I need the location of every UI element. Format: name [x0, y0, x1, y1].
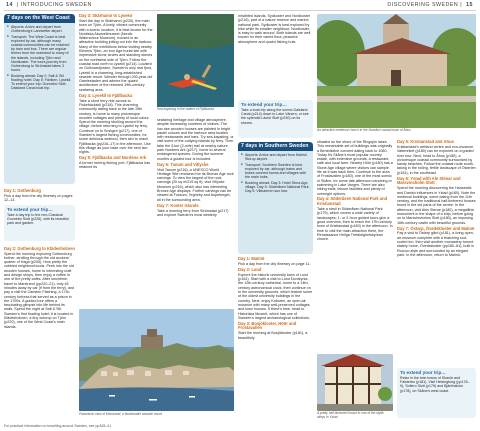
day5-text: A former herring fishing port, Fjällbacka has retained its [79, 161, 151, 170]
south-day4-heading: Day 4: Söderåsen National Park and Kristianstad [317, 196, 388, 207]
header-rule [4, 10, 476, 11]
day2-text: Spend the morning exploring Gothenburg further, strolling through the old workers' quarter of Haga (p205). How pretty the cobbled neighbourhoods. Peek into the old wooden houses, home to interesting craft and design shops, then enjoy a coffee in one of the pretty cafés. After lunchtime, travel to Marstrand (pp220–21), only 45 minutes away by car (if from the ferry), and pay a visit the Carlsten Fästning, a 17th-century fortress that served as a prison in the 1700s. A guided tour offers a fascinating glimpse into life behind its walls. Spend the night at Salt & Sill, Sweden's first floating hotel; it is located in Klädesholmen, a tiny outcrop on Tjörn (p220), one of the West Coast's main islands. [4, 251, 75, 329]
south-day6-heading: Day 6: Ystad with Ale Stenar and Marsvinsholm Slott [397, 175, 461, 186]
south-day7-text: Pay a visit to Östarp gård (p181), a living open-air museum complete with a thatching sod-roofed inn, then visit another monastery turned stately home, Övedskloster (pp180–81), built in Rococo style and surrounded by an elegant park. In the afternoon, return to Malmö. [397, 231, 475, 257]
church-photo [317, 14, 476, 128]
day4-text: Take a short ferry ride across to Fiskebäckskil (p218). This charming community dating back to the late 19th century, is home to many picturesque wooden cottages and plenty of local colour. Spend the morning strolling around the village, before returning to Lysekil by ferry. Continue on to Smögen (p217), one of Sweden's largest fishing communities, for some delicious seafood, then aim to reach Fjällbacka (pp216–17) in the afternoon. Use this village as your base over the next two nights. [79, 98, 151, 155]
westcoast-airports: ■ Airports: Arrive and depart from Gothenburg's Landvetter airport. [11, 25, 72, 33]
col1-extend-text: Take a day trip to the neo-Classical Gunnebo Slott (p226), with its beautiful park and garden. [7, 213, 69, 226]
page-footer: For practical information on travelling around Sweden, see pp328–41 [4, 424, 112, 428]
column-4-lower [238, 257, 313, 419]
southern-booking: ■ Booking ahead: Day 3: Hotel Stora Ago village. Day 5: Söderåsen National Park. Day 5: Vikhamren sun tour. [245, 181, 310, 194]
south-day1-text: Pick a day from the city itinerary on page 11. [238, 261, 311, 266]
col1-extend-box [4, 205, 75, 241]
ystad-house-image [317, 354, 393, 411]
south-day1-heading: Day 1: Malmö [238, 257, 265, 261]
south-day3-heading: Day 3: Bosjökloster, Höör and Frostavallen [238, 320, 297, 331]
south-day2-text: Explore the historic university town of Lund (p181). Start with a visit to Lund Domkyrka, the 12th-century cathedral, home to a 14th-century astronomical clock, then continue on to the university grounds, which feature some of the oldest university buildings in the country. Next, enjoy Kulturen, an open-air museum with many well-preserved cottages and town houses. If there's time, head to Historiska Museet, which has one of Sweden's largest archaeological collections. [238, 272, 313, 320]
column-4 [238, 14, 313, 100]
left-section-title: INTRODUCING SWEDEN [20, 2, 92, 8]
col6-extend-box [397, 368, 476, 418]
westcoast-info-box [4, 14, 75, 184]
day7-koster-heading: Day 7: Koster Islands [157, 202, 199, 208]
ystad-house-caption: A pretty half-timbered house in one of the idyllic alleys in Ystad [317, 411, 385, 419]
left-separator: | [16, 2, 19, 8]
south-day6-text: Spend the morning discovering the Hanseatic and Danish influences in Ystad (p180). Note the medieval buildings, some dating from the 11th century, and the traditional half-timbered houses found in the old parts of the centre. In the afternoon, visit Ales Stenar (p180), a megalithic monument in the shape of a ship, before going on to Marsvinsholms Slott (p180), an imposing 16th-century castle with beautiful grounds. [397, 186, 476, 225]
church-image [317, 14, 476, 128]
col4-extend-box [238, 100, 313, 138]
col4-extend-heading: To extend your trip… [241, 102, 287, 107]
day6-tanum-heading: Day 6: Tanum and Vitlycke [157, 161, 209, 167]
column-3 [157, 118, 234, 306]
sea-kayaking-image [157, 14, 234, 107]
southern-info-box [238, 142, 313, 254]
south-day5-text: Kristianstad's wetland centre and eco-museum Vattenriket (p180) can be explored on a guided river tour. Next, head to Åhus (p180), a picturesque coastal community surrounded by sandy beaches. Follow the coastal route south, taking in the rolling, fertile landscape of Österlen (p181), in the southeast. [397, 144, 476, 175]
col5-bosjokloster-text: situated on the shore of the Ringsjön lakes. This remarkable set of buildings was originally a Benedictine convent dating back to 1080. Today it's Skåne's most popular country estate, with extensive grounds, a restaurant, café and local farm. Nearby Höör (p180) has a Stone Age village where visitors can sample life as it was back then. Continue to the area of Frostavallen (p180), one of the most scenic in Skåne, for some late-afternoon canoeing or swimming in Lake Vargen. There are also hiking trails, leisure facilities and plenty of overnight options. [317, 140, 393, 196]
south-day2-heading: Day 2: Lund [238, 266, 262, 272]
marstrand-panorama-photo [79, 309, 234, 411]
column-5 [317, 140, 393, 352]
westcoast-box-title: 7 days on the West Coast [4, 14, 75, 23]
marstrand-panorama-image [79, 309, 234, 411]
church-photo-caption: An attractive medieval church in the Swedish coastal town of Åhus [317, 128, 411, 132]
right-separator: | [460, 2, 463, 8]
day2-heading: Day 2: Gothenburg to Klädesholmen [4, 245, 75, 251]
day5-heading: Day 5: Fjällbacka and Nordens Ark [79, 155, 147, 161]
day7-koster-text: Take a morning ferry from Strömstad (p217) and explore Sweden's most westerly [157, 208, 229, 217]
westcoast-booking: ■ Booking ahead: Day 2: Salt & Sill floating hotel. Day 5: Fäviken, Lysekil. To extend your trip: Gunnebo Slott, Dalsland Canal boat trip. [11, 74, 72, 91]
southern-transport: ■ Transport: Southern Sweden is best explored by car, although trains and buses connect towns and villages with the main hubs. [245, 163, 310, 180]
day4-heading: Day 4: Lysekil to Fjällbacka [79, 92, 133, 98]
marstrand-photo-caption: Panoramic view of Marstrand, a fashionable seaside resort [79, 412, 162, 416]
sea-kayaking-caption: Sea kayaking in the waters of Fjällbacka [157, 107, 214, 111]
column-1-lower [4, 245, 75, 420]
col4-koster-text: inhabited islands, Sydkoster and Nordkoster (p216), part of a nature reserve and marine national park. Sydkoster is best explored by bike while its smaller neighbour, Nordkoster, is easy to walk around. Both islands are well known for their varied flora, peaceful atmosphere and quaint fishing huts. [238, 14, 311, 44]
col6-extend-heading: To extend your trip… [400, 370, 446, 375]
sea-kayaking-photo [157, 14, 234, 107]
right-section-title: DISCOVERING SWEDEN [387, 2, 459, 8]
col4-extend-text: Take a boat trip along the scenic Dalsland Canal (p214) down to Lake Vänern, or see the splendid Läckö Slott (p230) on its shores. [241, 108, 309, 125]
column-6 [397, 140, 476, 366]
col1-extend-heading: To extend your trip… [7, 207, 53, 212]
left-page-number: 14 [6, 2, 13, 8]
south-day5-heading: Day 5: Kristianstad and Åhus [397, 140, 454, 144]
day1-heading: Day 1: Gothenburg [4, 187, 41, 193]
day3-text: Start the day in Skärhamn (p220), the main town on Tjörn. A lively, vibrant community with a scenic location, it is best known for the Nordiska Akvarellmuseet (Nordic Watercolour Museum), housed in an attractive building jutting out into the harbour. Many of the exhibitions below visiting nearby Klövens Tjörn, an Iron Age burial site with impressive stone circles and standing stones on the northwest side of Tjörn. Follow the coastal road north to Lysekil (p214). Located on Gullmarsfjorden, Sweden's only real fjord, Lysekil is a charming, long-established seaside resort. Wander through 200-year-old Gamlestaden and admire the quaint architecture of the restored 19th-century seafaring area. [79, 18, 153, 92]
southern-box-list [241, 153, 310, 194]
south-day4-text: Take a stroll in Söderåsen National Park (p179), which covers a wide variety of landscapes; 1- or 2-hour guided tours give a good overview, then to reach the 17th-century town of Kristianstad (p180) in the afternoon. In time to visit the main attraction there, the Renaissance Heliga Trefaldighetskyrkan church. [317, 207, 393, 242]
right-running-header [387, 0, 475, 10]
left-running-header [4, 0, 92, 10]
ystad-house-photo [317, 354, 393, 411]
day6-tanum-text: Visit Tanum (p216), a UNESCO World Heritage Site renowned for its Bronze Age rock carvings. To view the largest of the rock carvings (20 sq m/215 sq ft), visit Vitlycke Museum (p216), which also has interesting Bronze Age displays. Further carvings can be viewed at Fossum, Tegneby and Aspeberget, all in the surrounding area. [157, 167, 234, 202]
southern-box-title: 7 days in Southern Sweden [238, 142, 313, 151]
westcoast-transport: ■ Transport: The West Coast is best explored by car, although many coastal communities can be reached by train and bus. There are regular ferries from the mainland to many of the islands, including Tjörn and Nordkoster. The tours journey from Gothenburg to Strömstad takes 3 hours. [11, 35, 72, 73]
day3-heading: Day 3: Skärhamn to Lysekil [79, 14, 133, 18]
southern-airports: ■ Airports: Arrive and depart from Malmö Sturup airport. [245, 153, 310, 161]
south-day7-heading: Day 7: Östarp, Övedskloster and Malmö [397, 225, 475, 231]
westcoast-box-list [7, 25, 72, 91]
col6-extend-text: Relax in the twin towns of Skanör and Falsterbo (p181). Visit Helsingborg (pp178–9), Sofiero Slott (p179) and Bjärehalvön (p178), on Skåne's west coast. [400, 376, 470, 393]
right-page-number: 15 [466, 2, 473, 8]
col3-continued-text: seafaring heritage and village atmosphere, despite increasing numbers of visitors. The low-rise wooden houses are painted in bright pastel colours and the harbour area bustles with restaurants and bars. Try sea-kayaking, or visit some of the outlying islands by ferry. Then take the 3-km (2-mile) trail at nearby nature park Nordens Ark (p217), home to several endangered species. During the summer months a guided tour is included. [157, 118, 234, 161]
south-day3-text: Start the morning at Bosjökloster (p181), a beautifully [238, 331, 308, 340]
day1-text: Pick a day from the city itinerary on pages 12–13. [4, 193, 73, 202]
